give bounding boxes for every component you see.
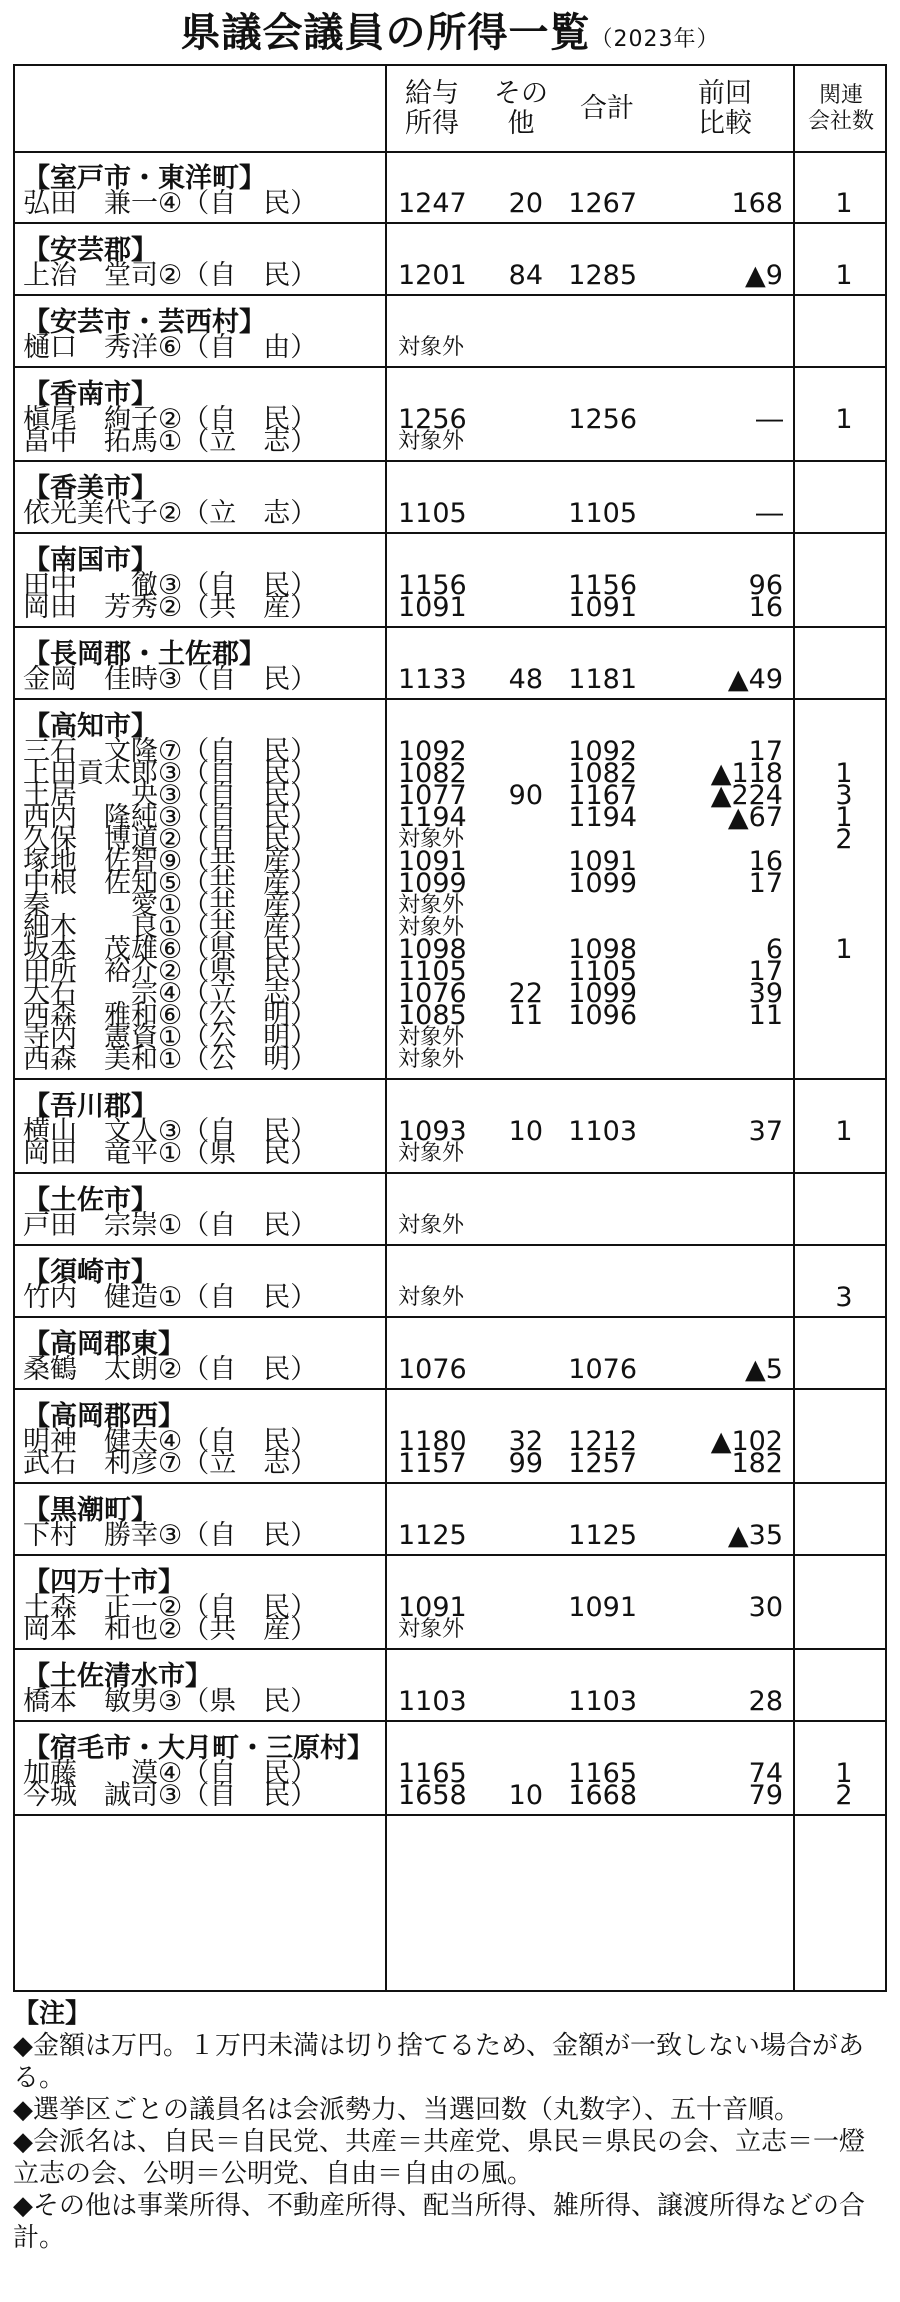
total-income: 1256 xyxy=(568,404,637,435)
excluded-label: 対象外 xyxy=(398,893,465,918)
salary-income: 1103 xyxy=(398,1686,467,1717)
previous-comparison: 16 xyxy=(748,846,783,877)
previous-comparison: 17 xyxy=(748,868,783,899)
salary-income: 1247 xyxy=(398,188,467,219)
district-group xyxy=(15,1650,885,1722)
related-companies: 1 xyxy=(835,188,853,219)
header-total-text: 合計 xyxy=(580,92,634,124)
other-income: 10 xyxy=(508,1780,543,1811)
other-income: 10 xyxy=(508,1116,543,1147)
member-name: 槇尾 絢子②（自 民） xyxy=(23,404,318,435)
previous-comparison: 17 xyxy=(748,956,783,987)
member-name: 上田貢太郎③（自 民） xyxy=(23,758,318,789)
district-name: 【安芸市・芸西村】 xyxy=(23,307,266,338)
other-income: 22 xyxy=(508,978,543,1009)
salary-income: 1098 xyxy=(398,934,467,965)
previous-comparison: ▲224 xyxy=(710,780,783,811)
member-name: 寺内 憲資①（公 明） xyxy=(23,1022,318,1053)
total-income: 1167 xyxy=(568,780,637,811)
title-year: （2023年） xyxy=(590,27,720,52)
header-salary-text: 給与 所得 xyxy=(405,77,459,139)
member-name: 戸田 宗崇①（自 民） xyxy=(23,1210,318,1241)
district-name: 【土佐市】 xyxy=(23,1185,158,1216)
excluded-label: 対象外 xyxy=(398,827,465,852)
member-name: 横山 文人③（自 民） xyxy=(23,1116,318,1147)
other-income: 48 xyxy=(508,664,543,695)
related-companies: 1 xyxy=(835,1116,853,1147)
excluded-label: 対象外 xyxy=(398,429,465,454)
member-name: 西森 雅和⑥（公 明） xyxy=(23,1000,318,1031)
note-item: ◆会派名は、自民＝自民党、共産＝共産党、県民＝県民の会、立志＝一燈立志の会、公明＝公明党、自由＝自由の風。 xyxy=(13,2127,865,2189)
total-income: 1092 xyxy=(568,736,637,767)
salary-income: 1099 xyxy=(398,868,467,899)
district-name: 【室戸市・東洋町】 xyxy=(23,163,266,194)
title-text: 県議会議員の所得一覧 xyxy=(180,10,591,56)
header-compare xyxy=(665,66,785,151)
table-row xyxy=(15,1780,885,1812)
member-name: 岡田 芳秀②（共 産） xyxy=(23,592,318,623)
header-compare-text: 前回 比較 xyxy=(698,77,752,139)
salary-income: 1157 xyxy=(398,1448,467,1479)
table-row xyxy=(15,1614,885,1646)
district-name: 【南国市】 xyxy=(23,545,158,576)
district-group xyxy=(15,700,885,1080)
district-name: 【吾川郡】 xyxy=(23,1091,158,1122)
total-income: 1125 xyxy=(568,1520,637,1551)
previous-comparison: 74 xyxy=(748,1758,783,1789)
notes-heading: 【注】 xyxy=(13,1999,92,2029)
table-row xyxy=(15,664,885,696)
total-income: 1091 xyxy=(568,846,637,877)
previous-comparison: 28 xyxy=(748,1686,783,1717)
previous-comparison: ▲9 xyxy=(745,260,783,291)
member-name: 細木 良①（共 産） xyxy=(23,912,318,943)
member-name: 樋口 秀洋⑥（自 由） xyxy=(23,332,318,363)
district-group xyxy=(15,1080,885,1174)
related-companies: 1 xyxy=(835,260,853,291)
total-income: 1257 xyxy=(568,1448,637,1479)
previous-comparison: 37 xyxy=(748,1116,783,1147)
district-group xyxy=(15,1174,885,1246)
related-companies: 2 xyxy=(835,1780,853,1811)
total-income: 1267 xyxy=(568,188,637,219)
member-name: 桑鶴 太朗②（自 民） xyxy=(23,1354,318,1385)
district-name: 【高岡郡西】 xyxy=(23,1401,185,1432)
related-companies: 1 xyxy=(835,934,853,965)
salary-income: 1091 xyxy=(398,592,467,623)
member-name: 今城 誠司③（自 民） xyxy=(23,1780,318,1811)
previous-comparison: ▲102 xyxy=(710,1426,783,1457)
previous-comparison: 168 xyxy=(731,188,783,219)
salary-income: 1194 xyxy=(398,802,467,833)
excluded-label: 対象外 xyxy=(398,1617,465,1642)
income-table xyxy=(13,64,887,1992)
district-name: 【安芸郡】 xyxy=(23,235,158,266)
district-group xyxy=(15,1318,885,1390)
salary-income: 1201 xyxy=(398,260,467,291)
member-name: 加藤 漠④（自 民） xyxy=(23,1758,318,1789)
member-name: 上治 堂司②（自 民） xyxy=(23,260,318,291)
salary-income: 1093 xyxy=(398,1116,467,1147)
member-name: 西森 美和①（公 明） xyxy=(23,1044,318,1075)
salary-income: 1105 xyxy=(398,956,467,987)
previous-comparison: 17 xyxy=(748,736,783,767)
total-income: 1091 xyxy=(568,1592,637,1623)
district-group xyxy=(15,1556,885,1650)
related-companies: 1 xyxy=(835,1758,853,1789)
district-group xyxy=(15,1722,885,1816)
excluded-label: 対象外 xyxy=(398,915,465,940)
member-name: 依光美代子②（立 志） xyxy=(23,498,318,529)
district-group xyxy=(15,1246,885,1318)
salary-income: 1076 xyxy=(398,1354,467,1385)
previous-comparison: ▲49 xyxy=(727,664,783,695)
table-row xyxy=(15,426,885,458)
member-name: 中根 佐知⑤（共 産） xyxy=(23,868,318,899)
excluded-label: 対象外 xyxy=(398,335,465,360)
district-group xyxy=(15,296,885,368)
district-name: 【香美市】 xyxy=(23,473,158,504)
table-row xyxy=(15,592,885,624)
table-row xyxy=(15,498,885,530)
excluded-label: 対象外 xyxy=(398,1213,465,1238)
member-name: 下村 勝幸③（自 民） xyxy=(23,1520,318,1551)
member-name: 弘田 兼一④（自 民） xyxy=(23,188,318,219)
previous-comparison: ― xyxy=(756,404,783,435)
district-name: 【須崎市】 xyxy=(23,1257,158,1288)
district-name: 【長岡郡・土佐郡】 xyxy=(23,639,266,670)
other-income: 90 xyxy=(508,780,543,811)
member-name: 大石 宗④（立 志） xyxy=(23,978,318,1009)
salary-income: 1091 xyxy=(398,846,467,877)
previous-comparison: ▲118 xyxy=(710,758,783,789)
total-income: 1105 xyxy=(568,498,637,529)
related-companies: 2 xyxy=(835,824,853,855)
district-group xyxy=(15,628,885,700)
salary-income: 1077 xyxy=(398,780,467,811)
previous-comparison: ▲35 xyxy=(727,1520,783,1551)
related-companies: 1 xyxy=(835,758,853,789)
member-name: 塚地 佐智⑨（共 産） xyxy=(23,846,318,877)
notes-section xyxy=(13,1998,887,2254)
excluded-label: 対象外 xyxy=(398,1285,465,1310)
previous-comparison: 30 xyxy=(748,1592,783,1623)
previous-comparison: 6 xyxy=(765,934,783,965)
previous-comparison: 16 xyxy=(748,592,783,623)
previous-comparison: ▲67 xyxy=(727,802,783,833)
header-salary xyxy=(387,66,477,151)
table-row xyxy=(15,260,885,292)
total-income: 1099 xyxy=(568,978,637,1009)
district-name: 【宿毛市・大月町・三原村】 xyxy=(23,1733,374,1764)
district-name: 【高岡郡東】 xyxy=(23,1329,185,1360)
member-name: 岡田 竜平①（県 民） xyxy=(23,1138,318,1169)
district-name: 【黒潮町】 xyxy=(23,1495,158,1526)
salary-income: 1105 xyxy=(398,498,467,529)
table-row xyxy=(15,188,885,220)
total-income: 1098 xyxy=(568,934,637,965)
district-group xyxy=(15,1484,885,1556)
member-name: 土居 央③（自 民） xyxy=(23,780,318,811)
excluded-label: 対象外 xyxy=(398,1025,465,1050)
header-other-text: その 他 xyxy=(494,77,548,139)
table-row xyxy=(15,1686,885,1718)
related-companies: 3 xyxy=(835,1282,853,1313)
member-name: 土森 正一②（自 民） xyxy=(23,1592,318,1623)
table-header xyxy=(15,66,885,153)
salary-income: 1082 xyxy=(398,758,467,789)
total-income: 1194 xyxy=(568,802,637,833)
member-name: 久保 博道②（自 民） xyxy=(23,824,318,855)
table-row xyxy=(15,1520,885,1552)
note-item: ◆選挙区ごとの議員名は会派勢力、当選回数（丸数字）、五十音順。 xyxy=(13,2095,800,2125)
member-name: 明神 健夫④（自 民） xyxy=(23,1426,318,1457)
salary-income: 1256 xyxy=(398,404,467,435)
salary-income: 1085 xyxy=(398,1000,467,1031)
total-income: 1668 xyxy=(568,1780,637,1811)
previous-comparison: ― xyxy=(756,498,783,529)
excluded-label: 対象外 xyxy=(398,1141,465,1166)
total-income: 1091 xyxy=(568,592,637,623)
salary-income: 1076 xyxy=(398,978,467,1009)
note-item: ◆金額は万円。１万円未満は切り捨てるため、金額が一致しない場合がある。 xyxy=(13,2031,864,2093)
previous-comparison: 39 xyxy=(748,978,783,1009)
member-name: 田所 裕介②（県 民） xyxy=(23,956,318,987)
excluded-label: 対象外 xyxy=(398,1047,465,1072)
total-income: 1082 xyxy=(568,758,637,789)
salary-income: 1180 xyxy=(398,1426,467,1457)
page-title xyxy=(0,4,900,62)
total-income: 1156 xyxy=(568,570,637,601)
header-other xyxy=(481,66,561,151)
related-companies: 1 xyxy=(835,802,853,833)
other-income: 99 xyxy=(508,1448,543,1479)
member-name: 金岡 佳時③（自 民） xyxy=(23,664,318,695)
total-income: 1285 xyxy=(568,260,637,291)
total-income: 1103 xyxy=(568,1116,637,1147)
member-name: 西内 隆純③（自 民） xyxy=(23,802,318,833)
previous-comparison: 182 xyxy=(731,1448,783,1479)
total-income: 1181 xyxy=(568,664,637,695)
other-income: 84 xyxy=(508,260,543,291)
other-income: 11 xyxy=(508,1000,543,1031)
member-name: 田中 徹③（自 民） xyxy=(23,570,318,601)
table-row xyxy=(15,1448,885,1480)
total-income: 1103 xyxy=(568,1686,637,1717)
total-income: 1096 xyxy=(568,1000,637,1031)
header-total xyxy=(567,66,647,151)
table-row xyxy=(15,332,885,364)
member-name: 岡本 和也②（共 産） xyxy=(23,1614,318,1645)
total-income: 1165 xyxy=(568,1758,637,1789)
member-name: 畠中 拓馬①（立 志） xyxy=(23,426,318,457)
related-companies: 1 xyxy=(835,404,853,435)
member-name: 三石 文隆⑦（自 民） xyxy=(23,736,318,767)
member-name: 竹内 健造①（自 民） xyxy=(23,1282,318,1313)
district-group xyxy=(15,368,885,462)
salary-income: 1658 xyxy=(398,1780,467,1811)
table-row xyxy=(15,1282,885,1314)
related-companies: 3 xyxy=(835,780,853,811)
table-row xyxy=(15,1354,885,1386)
previous-comparison: 11 xyxy=(748,1000,783,1031)
header-related xyxy=(795,66,887,151)
other-income: 20 xyxy=(508,188,543,219)
district-name: 【土佐清水市】 xyxy=(23,1661,212,1692)
salary-income: 1156 xyxy=(398,570,467,601)
district-name: 【香南市】 xyxy=(23,379,158,410)
member-name: 坂本 茂雄⑥（県 民） xyxy=(23,934,318,965)
salary-income: 1133 xyxy=(398,664,467,695)
district-name: 【高知市】 xyxy=(23,711,158,742)
previous-comparison: 79 xyxy=(748,1780,783,1811)
member-name: 橋本 敏男③（県 民） xyxy=(23,1686,318,1717)
total-income: 1212 xyxy=(568,1426,637,1457)
district-group xyxy=(15,462,885,534)
previous-comparison: 96 xyxy=(748,570,783,601)
district-group xyxy=(15,152,885,224)
salary-income: 1165 xyxy=(398,1758,467,1789)
total-income: 1099 xyxy=(568,868,637,899)
table-row xyxy=(15,1210,885,1242)
salary-income: 1091 xyxy=(398,1592,467,1623)
district-name: 【四万十市】 xyxy=(23,1567,185,1598)
table-row xyxy=(15,1044,885,1076)
district-group xyxy=(15,534,885,628)
member-name: 武石 利彦⑦（立 志） xyxy=(23,1448,318,1479)
header-related-text: 関連 会社数 xyxy=(807,82,874,134)
total-income: 1076 xyxy=(568,1354,637,1385)
total-income: 1105 xyxy=(568,956,637,987)
note-item: ◆その他は事業所得、不動産所得、配当所得、雑所得、譲渡所得などの合計。 xyxy=(13,2191,865,2253)
member-name: 秦 愛①（共 産） xyxy=(23,890,318,921)
other-income: 32 xyxy=(508,1426,543,1457)
previous-comparison: ▲5 xyxy=(745,1354,783,1385)
district-group xyxy=(15,1390,885,1484)
salary-income: 1125 xyxy=(398,1520,467,1551)
district-group xyxy=(15,224,885,296)
table-row xyxy=(15,1138,885,1170)
salary-income: 1092 xyxy=(398,736,467,767)
